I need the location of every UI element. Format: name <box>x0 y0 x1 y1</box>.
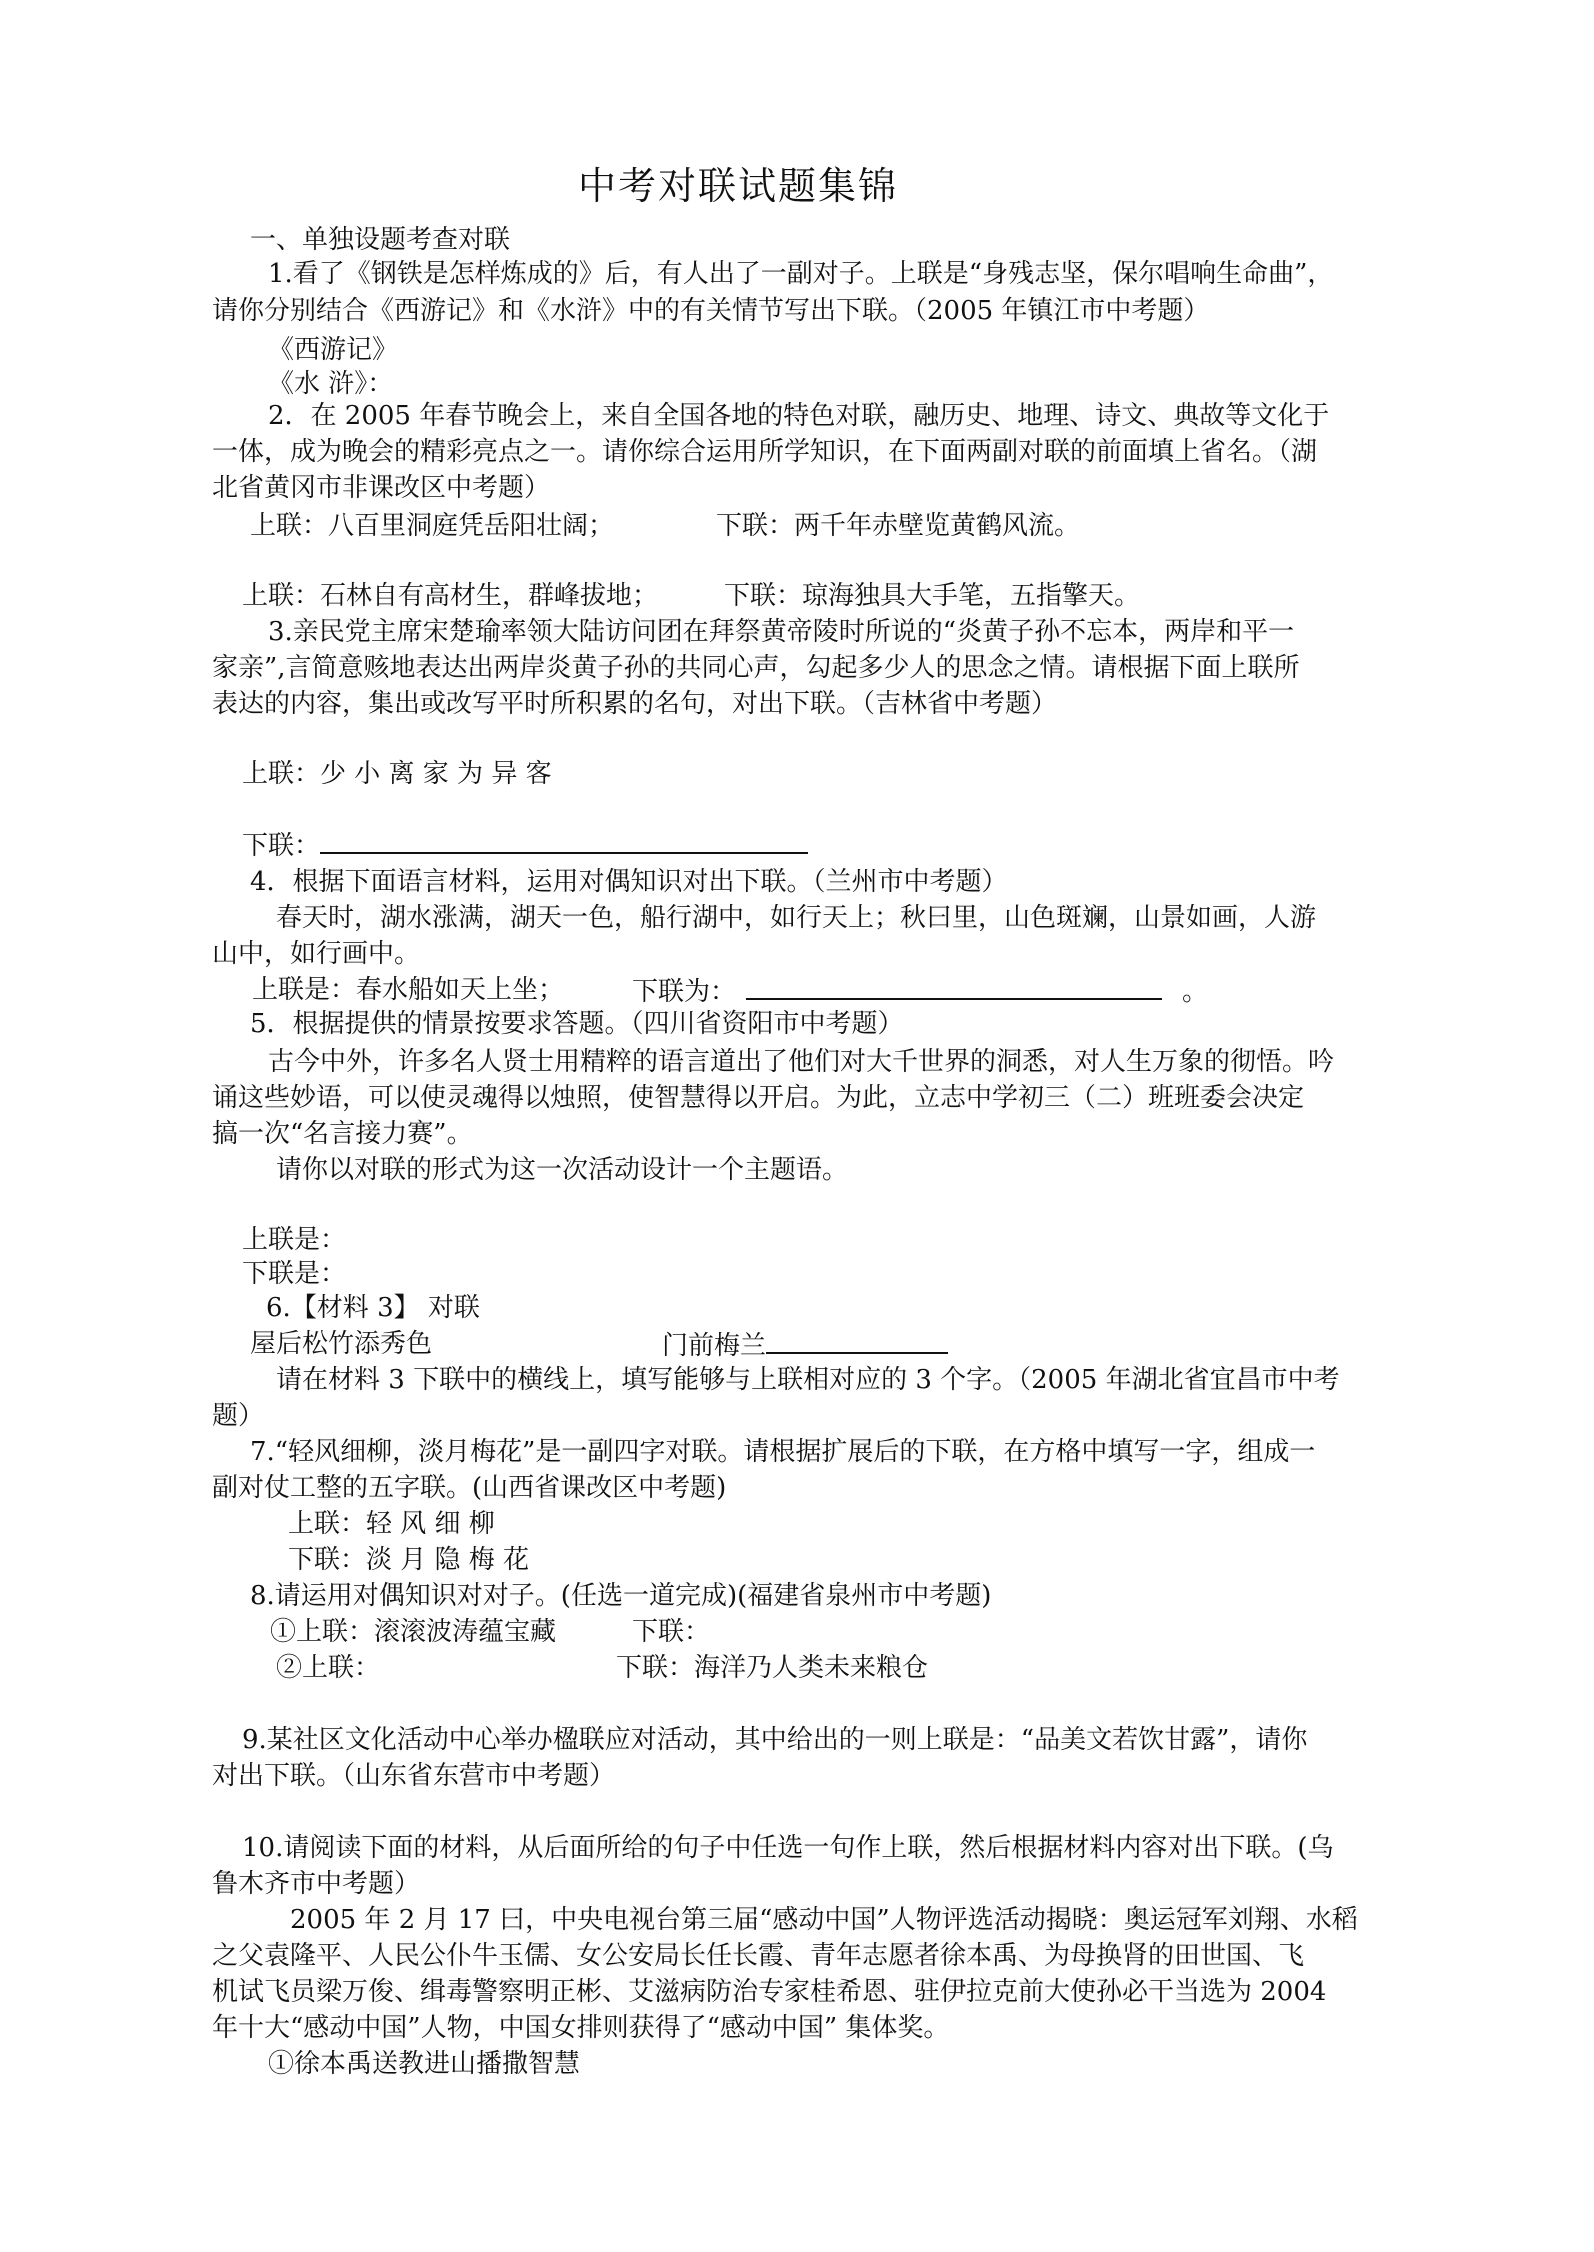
q1-line1: 1.看了《钢铁是怎样炼成的》后，有人出了一副对子。上联是“身残志坚，保尔唱响生命曲”， <box>268 259 1334 289</box>
q4-end-mark: 。 <box>1182 977 1209 1007</box>
q6-line3: 题） <box>212 1401 265 1431</box>
q6-line2: 请在材料 3 下联中的横线上，填写能够与上联相对应的 3 个字。（2005 年湖北省宜昌市中考 <box>276 1365 1340 1395</box>
q7-lower: 下联：淡 月 隐 梅 花 <box>288 1545 530 1575</box>
q8-line1: 8.请运用对偶知识对对子。(任选一道完成)(福建省泉州市中考题) <box>250 1581 992 1611</box>
q2-pair2-lower: 下联：琼海独具大手笔，五指擎天。 <box>724 581 1141 611</box>
q8-b-lower: 下联：海洋乃人类未来粮仓 <box>616 1653 929 1683</box>
q1-line2: 请你分别结合《西游记》和《水浒》中的有关情节写出下联。（2005 年镇江市中考题） <box>212 296 1210 326</box>
q5-line1: 5．根据提供的情景按要求答题。（四川省资阳市中考题） <box>250 1009 904 1039</box>
q7-upper: 上联：轻 风 细 柳 <box>288 1509 495 1539</box>
q4-lower <box>632 972 1208 1010</box>
q5-line2: 古今中外，许多名人贤士用精粹的语言道出了他们对大千世界的洞悉，对人生万象的彻悟。吟 <box>268 1047 1335 1077</box>
q4-answer-blank[interactable] <box>746 972 1162 1000</box>
q2-line3: 北省黄冈市非课改区中考题） <box>212 473 551 503</box>
q2-pair2-upper: 上联：石林自有高材生，群峰拔地； <box>242 581 659 611</box>
q7-line2: 副对仗工整的五字联。(山西省课改区中考题) <box>212 1473 727 1503</box>
q10-line3: 2005 年 2 月 17 曰，中央电视台第三届“感动中国”人物评选活动揭晓：奥运冠军刘翔、水稻 <box>290 1905 1358 1935</box>
q10-line5: 机试飞员梁万俊、缉毒警察明正彬、艾滋病防治专家桂希恩、驻伊拉克前大使孙必干当选为 2004 <box>212 1977 1327 2007</box>
q5-line4: 搞一次“名言接力赛”。 <box>212 1119 473 1149</box>
q10-line6: 年十大“感动中国”人物，中国女排则获得了“感动中国” 集体奖。 <box>212 2013 950 2043</box>
q6-upper: 屋后松竹添秀色 <box>250 1329 433 1359</box>
q8-b-upper: ②上联： <box>276 1653 381 1683</box>
q2-pair1-upper: 上联：八百里洞庭凭岳阳壮阔； <box>250 511 615 541</box>
q2-pair1-lower: 下联：两千年赤壁览黄鹤风流。 <box>716 511 1081 541</box>
q8-a-lower: 下联： <box>632 1617 711 1647</box>
q9-line2: 对出下联。（山东省东营市中考题） <box>212 1761 616 1791</box>
q3-lower-label: 下联： <box>242 831 321 861</box>
q10-line2: 鲁木齐市中考题） <box>212 1869 421 1899</box>
q3-upper: 上联：少 小 离 家 为 异 客 <box>242 759 552 789</box>
q10-line4: 之父袁隆平、人民公仆牛玉儒、女公安局长任长霞、青年志愿者徐本禹、为母换肾的田世国、飞 <box>212 1941 1305 1971</box>
page-title: 中考对联试题集锦 <box>578 164 899 208</box>
q2-line2: 一体，成为晚会的精彩亮点之一。请你综合运用所学知识，在下面两副对联的前面填上省名。（湖 <box>212 437 1318 467</box>
q5-line5: 请你以对联的形式为这一次活动设计一个主题语。 <box>276 1155 849 1185</box>
q4-lower-label: 下联为： <box>632 977 737 1007</box>
q3-answer-blank[interactable] <box>320 826 808 854</box>
q2-line1: 2．在 2005 年春节晚会上，来自全国各地的特色对联，融历史、地理、诗文、典故等文化于 <box>268 401 1330 431</box>
q9-line1: 9.某社区文化活动中心举办楹联应对活动，其中给出的一则上联是：“品美文若饮甘露”，请你 <box>242 1725 1308 1755</box>
section-heading: 一、单独设题考查对联 <box>250 225 511 255</box>
q5-line3: 诵这些妙语，可以使灵魂得以烛照，使智慧得以开启。为此，立志中学初三（二）班班委会决定 <box>212 1083 1305 1113</box>
q10-item1: ①徐本禹送教进山播撒智慧 <box>268 2049 581 2079</box>
q1-sub-shuihu: 《水 浒》： <box>268 369 394 399</box>
q5-lower: 下联是： <box>242 1259 347 1289</box>
q3-line2: 家亲”,言简意赅地表达出两岸炎黄子孙的共同心声，勾起多少人的思念之情。请根据下面上联所 <box>212 653 1300 683</box>
q4-upper: 上联是：春水船如天上坐； <box>252 975 565 1005</box>
q6-answer-blank[interactable] <box>766 1326 948 1354</box>
q3-line1: 3.亲民党主席宋楚瑜率领大陆访问团在拜祭黄帝陵时所说的“炎黄子孙不忘本，两岸和平一 <box>268 617 1295 647</box>
q8-a-upper: ①上联：滚滚波涛蕴宝藏 <box>270 1617 557 1647</box>
q4-line2: 春天时，湖水涨满，湖天一色，船行湖中，如行天上；秋曰里，山色斑斓，山景如画，人游 <box>276 903 1317 933</box>
q3-lower <box>242 826 808 864</box>
q5-upper: 上联是： <box>242 1225 347 1255</box>
q1-sub-xiyouji: 《西游记》 <box>268 335 399 365</box>
q7-line1: 7.“轻风细柳，淡月梅花”是一副四字对联。请根据扩展后的下联，在方格中填写一字，组成一 <box>250 1437 1316 1467</box>
q6-line1: 6.【材料 3】 对联 <box>266 1293 480 1323</box>
q4-line3: 山中，如行画中。 <box>212 939 421 969</box>
q4-line1: 4．根据下面语言材料，运用对偶知识对出下联。（兰州市中考题） <box>250 867 1008 897</box>
q10-line1: 10.请阅读下面的材料，从后面所给的句子中任选一句作上联，然后根据材料内容对出下联。(乌 <box>242 1833 1334 1863</box>
q6-lower-label: 门前梅兰 <box>662 1331 767 1361</box>
q3-line3: 表达的内容，集出或改写平时所积累的名句，对出下联。（吉林省中考题） <box>212 689 1058 719</box>
q6-lower <box>662 1326 948 1364</box>
